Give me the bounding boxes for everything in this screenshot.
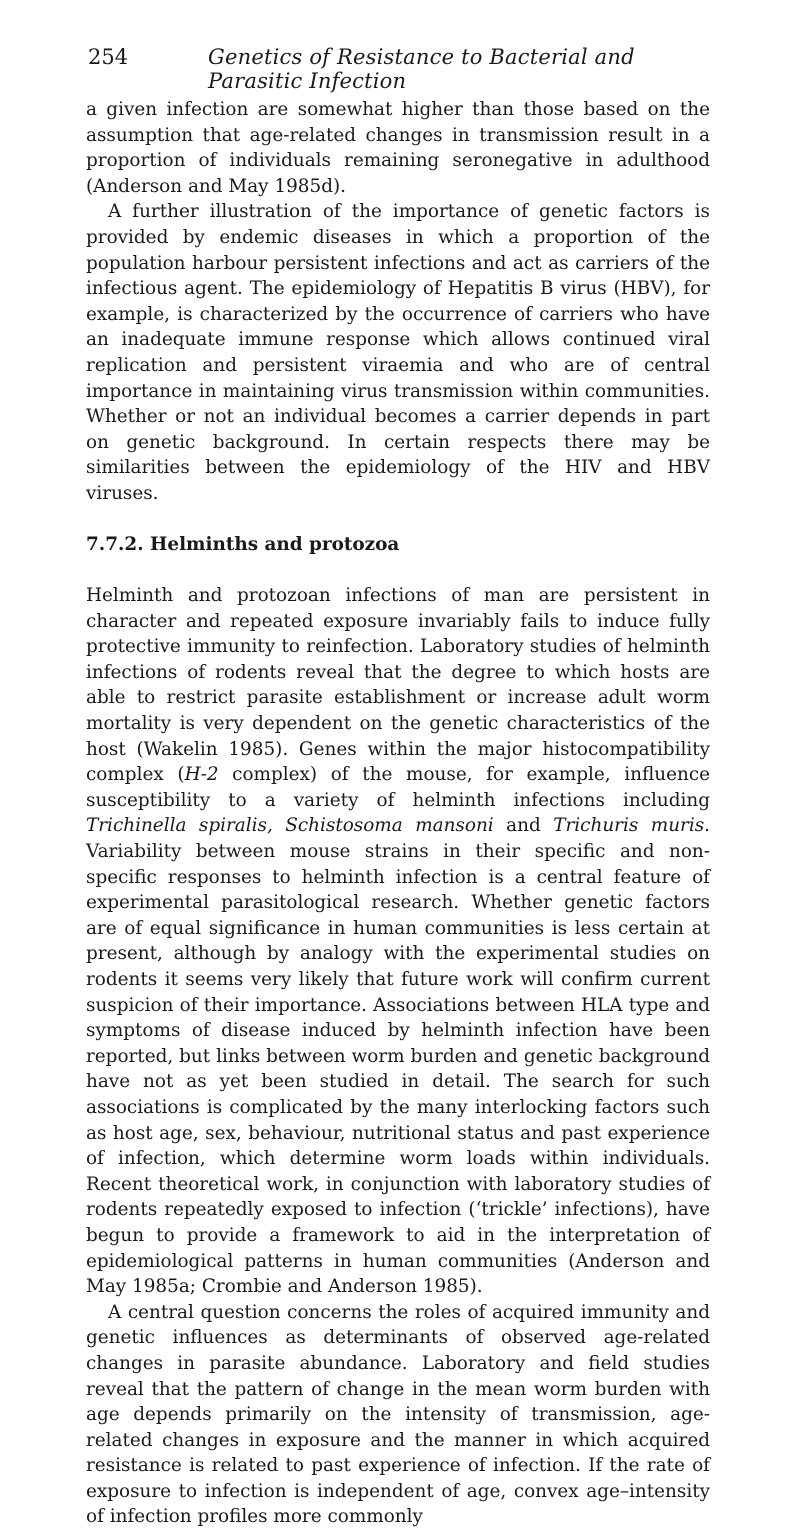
running-title: Genetics of Resistance to Bacterial and Parasitic Infection [208,45,635,93]
text-run: complex) of the mouse, for example, influence susceptibility to a variety of helminth infections including [86,764,710,811]
paragraph-acquired-immunity: A central question concerns the roles of acquired immunity and genetic influences as determinants of observed age-related changes in parasite abundance. Laboratory and field studies reveal that the pattern of change in the mean worm burden with age depends primarily on the intensity of transmission, age-related changes in exposure and the manner in which acquired resistance is related to past experience of infection. If the rate of exposure to infection is independent of age, convex age–intensity of infection profiles more commonly [86,1301,710,1528]
species-name: Trichuris muris [553,815,705,837]
section-heading: 7.7.2. Helminths and protozoa [86,533,400,555]
spacer [86,507,710,532]
text-run: and [493,815,554,837]
paragraph-hbv-carriers: A further illustration of the importance of genetic factors is provided by endemic diseases in which a proportion of the population harbour persistent infections and act as carriers of the infectious agent. The epidemiology of Hepatitis B virus (HBV), for example, is characterized by the occurrence of carriers who have an inadequate immune response which allows continued viral replication and persistent viraemia and who are of central importance in maintaining virus transmission within communities. Whether or not an individual becomes a carrier depends in part on genetic background. In certain respects there may be similarities between the epidemiology of the HIV and HBV viruses. [86,201,710,504]
body-text [86,97,710,1530]
page-number: 254 [88,45,129,69]
text-run: . Variability between mouse strains in their specific and non-specific responses to helminth infection is a central feature of experimental parasitological research. Whether genetic factors are of equal significance in human communities is less certain at present, although by analogy with the experimental studies on rodents it seems very likely that future work will confirm current suspicion of their importance. Associations between HLA type and symptoms of disease induced by helminth infection have been reported, but links between worm burden and genetic background have not as yet been studied in detail. The search for such associations is complicated by the many interlocking factors such as host age, sex, behaviour, nutritional status and past experience of infection, which determine worm loads within individuals. Recent theoretical work, in conjunction with laboratory studies of rodents repeatedly exposed to infection (‘trickle’ infections), have begun to provide a framework to aid in the interpretation of epidemiological patterns in human communities (Anderson and May 1985a; Crombie and Anderson 1985). [86,815,711,1298]
paragraph-helminths [86,583,710,1300]
gene-name: H-2 [184,764,219,786]
text-run: Helminth and protozoan infections of man are persistent in character and repeated exposure invariably fails to induce fully protective immunity to reinfection. Laboratory studies of helminth infections of rodents reveal that the degree to which hosts are able to restrict parasite establishment or increase adult worm mortality is very dependent on the genetic characteristics of the host (Wakelin 1985). Genes within the major histocompatibility complex ( [86,585,710,786]
paragraph-continuation: a given infection are somewhat higher than those based on the assumption that age-related changes in transmission result in a proportion of individuals remaining seronegative in adulthood (Anderson and May 1985d). [86,99,710,197]
species-names: Trichinella spiralis, Schistosoma mansoni [86,815,494,837]
spacer [86,557,710,583]
page-header [88,45,728,93]
